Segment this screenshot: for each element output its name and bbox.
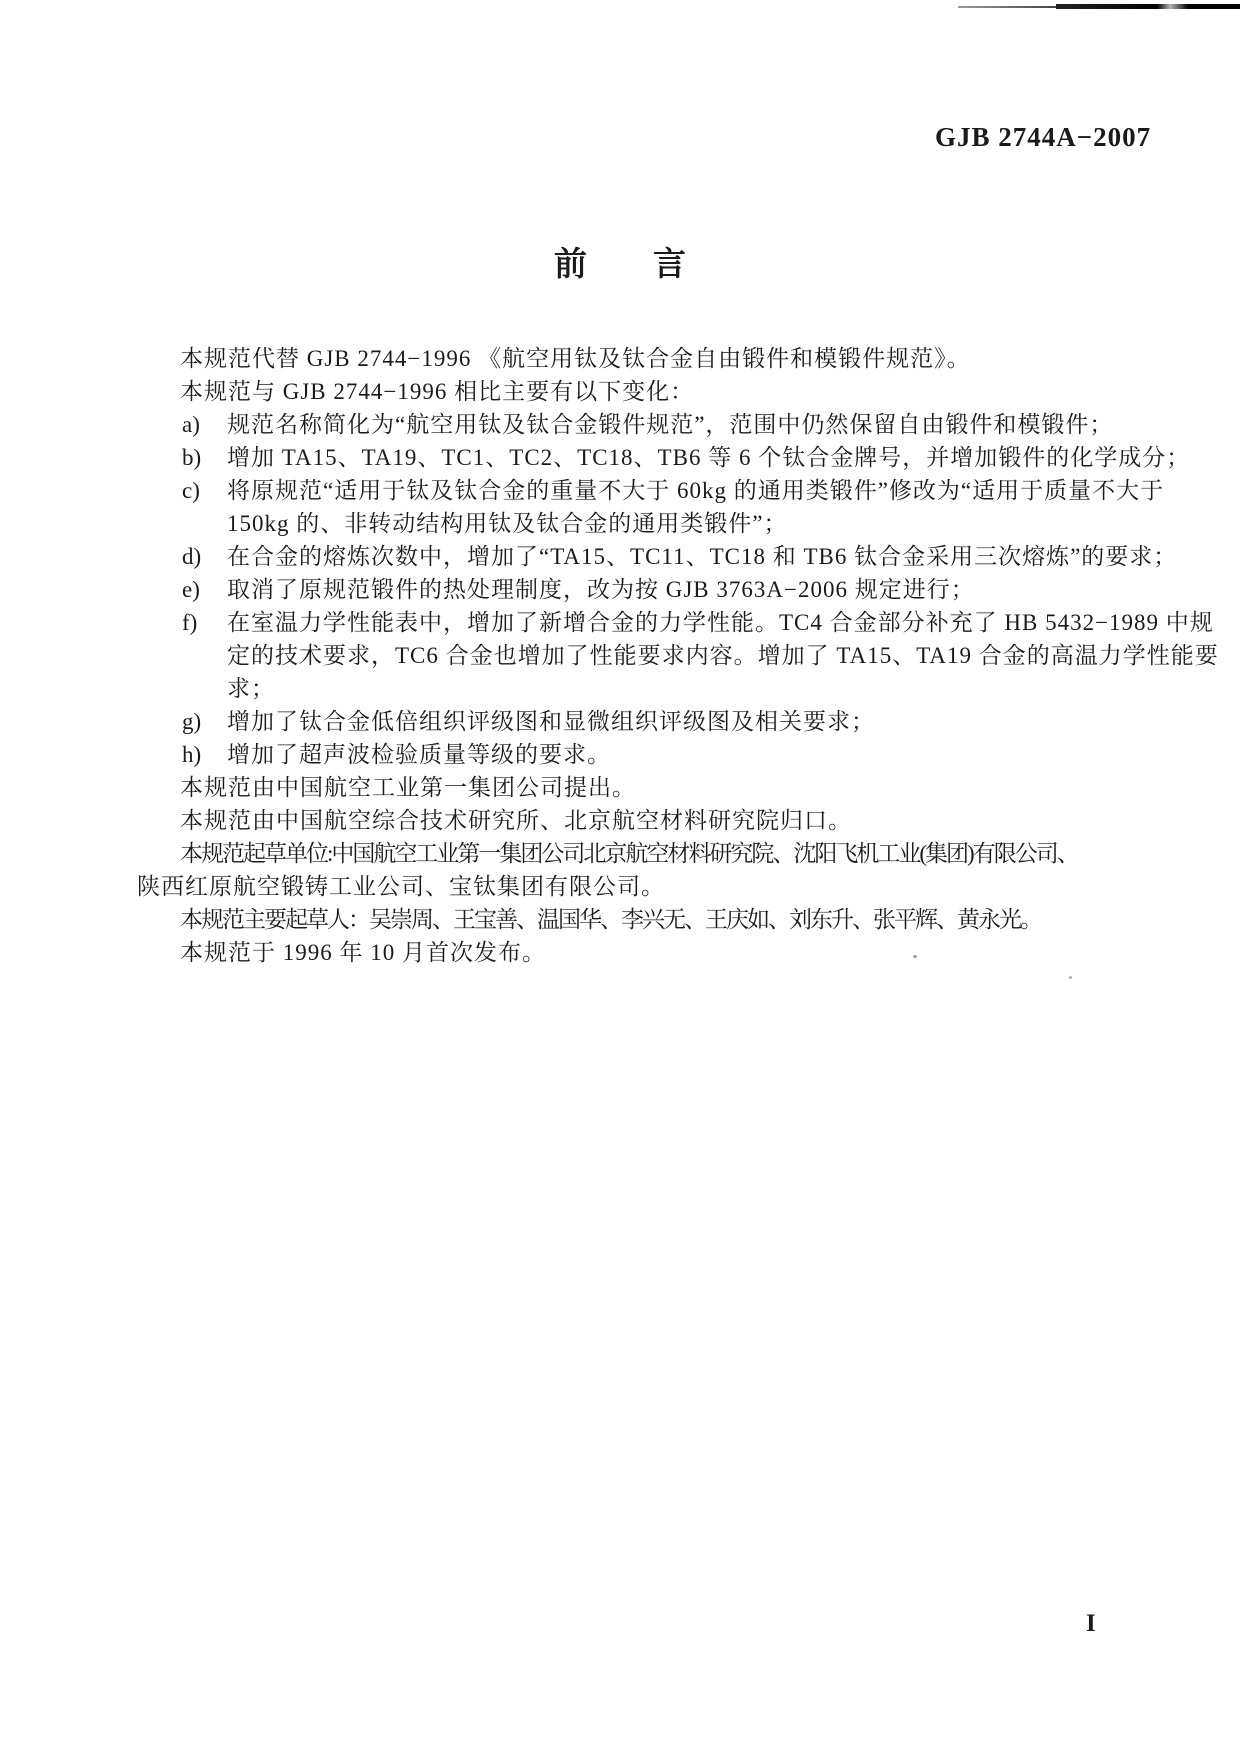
text-line	[137, 606, 1214, 639]
text-line	[137, 573, 1155, 606]
line-text: 定的技术要求，TC6 合金也增加了性能要求内容。增加了 TA15、TA19 合金的高温力学性能要	[227, 643, 1219, 668]
text-line	[137, 540, 1178, 573]
line-text: 求；	[227, 676, 275, 701]
line-text: 增加了钛合金低倍组织评级图和显微组织评级图及相关要求；	[227, 709, 875, 734]
foreword-body	[137, 342, 1219, 969]
text-line	[137, 672, 1155, 705]
line-text: 150kg 的、非转动结构用钛及钛合金的通用类锻件”；	[227, 511, 788, 536]
line-text: 增加了超声波检验质量等级的要求。	[227, 742, 611, 767]
line-text: 本规范代替 GJB 2744−1996 《航空用钛及钛合金自由锻件和模锻件规范》。	[180, 346, 971, 371]
text-line	[137, 375, 1155, 408]
text-line	[137, 804, 1155, 837]
line-text: 本规范与 GJB 2744−1996 相比主要有以下变化：	[180, 379, 695, 404]
line-text: 规范名称简化为“航空用钛及钛合金锻件规范”，范围中仍然保留自由锻件和模锻件；	[227, 412, 1114, 437]
list-marker: a)	[182, 412, 200, 437]
line-text: 陕西红原航空锻铸工业公司、宝钛集团有限公司。	[137, 874, 665, 899]
text-line	[137, 639, 1219, 672]
line-text: 在合金的熔炼次数中，增加了“TA15、TC11、TC18 和 TB6 钛合金采用三次熔炼”的要求；	[227, 544, 1178, 569]
text-line	[137, 441, 1191, 474]
list-marker: c)	[182, 478, 200, 503]
text-line	[137, 507, 1155, 540]
text-line	[137, 837, 1155, 870]
line-text: 取消了原规范锻件的热处理制度，改为按 GJB 3763A−2006 规定进行；	[227, 577, 975, 602]
line-text: 本规范起草单位:中国航空工业第一集团公司北京航空材料研究院、沈阳飞机工业(集团)有限公司、	[180, 841, 1078, 866]
line-text: 本规范主要起草人：吴崇周、王宝善、温国华、李兴无、王庆如、刘东升、张平辉、黄永光。	[180, 907, 1041, 932]
text-line	[137, 771, 1155, 804]
text-line	[137, 408, 1155, 441]
line-text: 本规范由中国航空综合技术研究所、北京航空材料研究院归口。	[180, 808, 852, 833]
scan-speck	[913, 955, 917, 958]
list-marker: f)	[182, 610, 198, 635]
line-text: 在室温力学性能表中，增加了新增合金的力学性能。TC4 合金部分补充了 HB 5432−1989 中规	[227, 610, 1214, 635]
text-line	[137, 903, 1155, 936]
text-line	[137, 342, 1155, 375]
standard-number: GJB 2744A−2007	[935, 122, 1152, 152]
page-title: 前 言	[554, 247, 686, 283]
line-text: 本规范于 1996 年 10 月首次发布。	[180, 940, 546, 965]
line-text: 本规范由中国航空工业第一集团公司提出。	[180, 775, 636, 800]
line-text: 将原规范“适用于钛及钛合金的重量不大于 60kg 的通用类锻件”修改为“适用于质量不大于	[227, 478, 1165, 503]
text-line	[137, 870, 1155, 903]
text-line	[137, 738, 1155, 771]
line-text: 增加 TA15、TA19、TC1、TC2、TC18、TB6 等 6 个钛合金牌号，并增加锻件的化学成分；	[227, 445, 1191, 470]
list-marker: b)	[182, 445, 202, 470]
scan-speck	[1069, 976, 1072, 979]
top-rule-thick	[1056, 4, 1240, 9]
list-marker: e)	[182, 577, 200, 602]
list-marker: h)	[182, 742, 202, 767]
text-line	[137, 936, 1155, 969]
list-marker: d)	[182, 544, 202, 569]
page-number: I	[1086, 1610, 1096, 1637]
list-marker: g)	[182, 709, 202, 734]
text-line	[137, 705, 1155, 738]
text-line	[137, 474, 1165, 507]
